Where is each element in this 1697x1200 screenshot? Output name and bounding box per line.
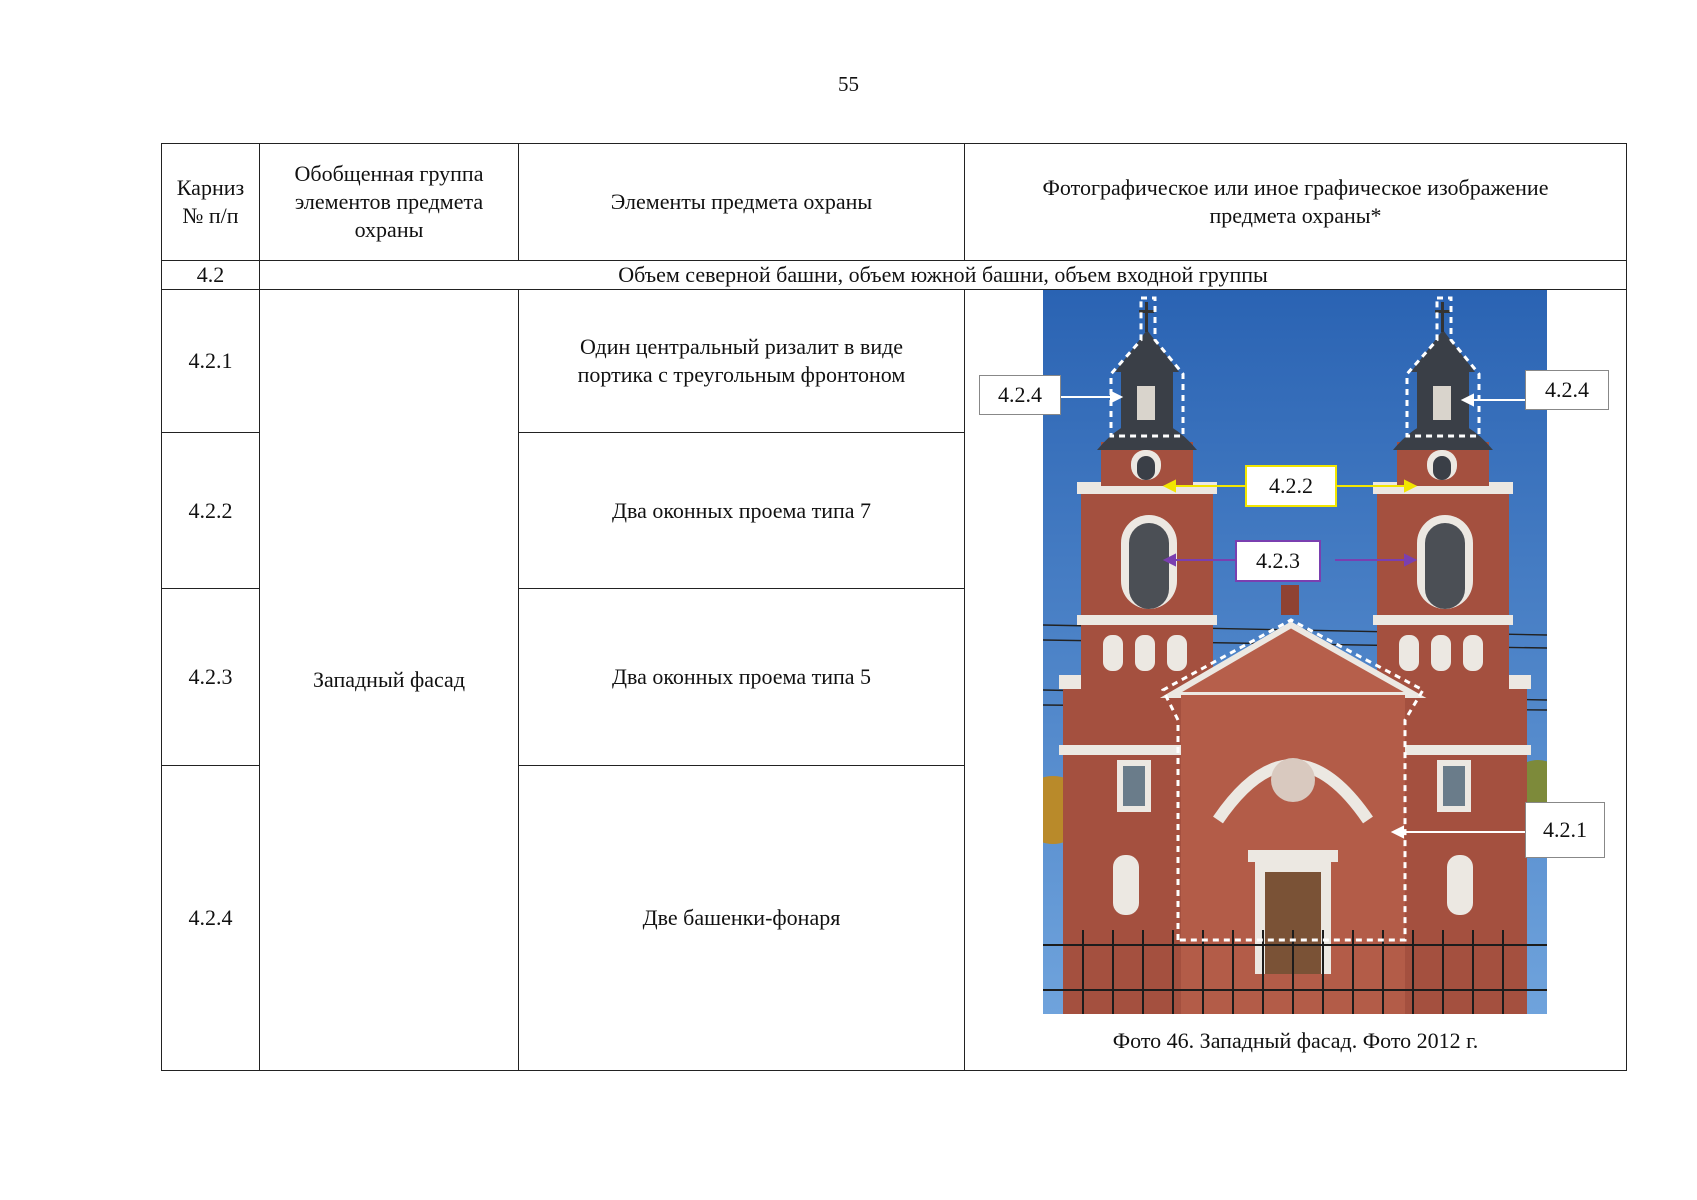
callout-tower-left: 4.2.4 (979, 375, 1061, 415)
section-row (162, 261, 1627, 290)
row-element: Два оконных проема типа 7 (519, 433, 965, 589)
header-number: Карниз № п/п (162, 144, 260, 261)
callout-portico: 4.2.1 (1525, 802, 1605, 858)
section-title: Объем северной башни, объем южной башни, объем входной группы (260, 261, 1627, 290)
row-number: 4.2.2 (162, 433, 260, 589)
callout-windows-type-5: 4.2.3 (1235, 540, 1321, 582)
group-name: Западный фасад (260, 290, 519, 1071)
callout-windows-type-7: 4.2.2 (1245, 465, 1337, 507)
header-image: Фотографическое или иное графическое изображение предмета охраны* (965, 144, 1627, 261)
church-illustration (1043, 290, 1547, 1014)
protection-table (161, 143, 1627, 1071)
section-number: 4.2 (162, 261, 260, 290)
row-number: 4.2.1 (162, 290, 260, 433)
row-element: Два оконных проема типа 5 (519, 589, 965, 766)
row-element: Один центральный ризалит в виде портика с треугольным фронтоном (519, 290, 965, 433)
table-row (162, 290, 1627, 433)
row-number: 4.2.4 (162, 766, 260, 1071)
photo-caption: Фото 46. Западный фасад. Фото 2012 г. (1112, 1028, 1479, 1053)
row-number: 4.2.3 (162, 589, 260, 766)
church-photo (1043, 290, 1547, 1014)
table-header-row (162, 144, 1627, 261)
row-element: Две башенки-фонаря (519, 766, 965, 1071)
page-number: 55 (838, 72, 859, 96)
header-group: Обобщенная группа элементов предмета охраны (260, 144, 519, 261)
callout-tower-right: 4.2.4 (1525, 370, 1609, 410)
photo-cell (965, 290, 1627, 1071)
header-elements: Элементы предмета охраны (519, 144, 965, 261)
